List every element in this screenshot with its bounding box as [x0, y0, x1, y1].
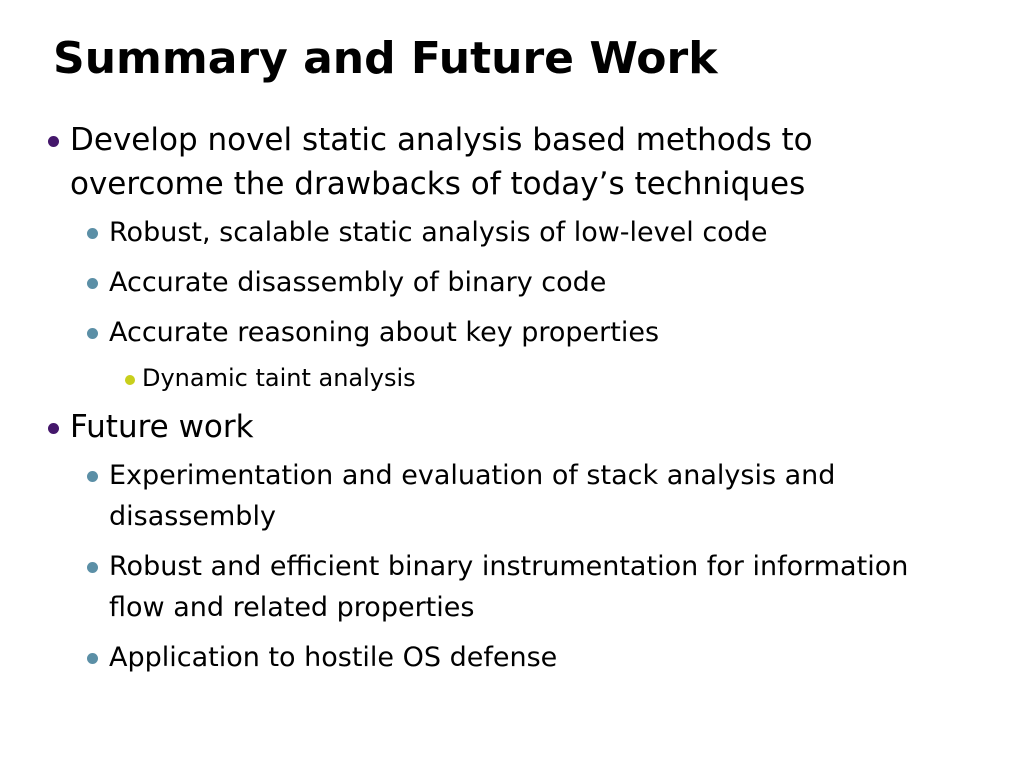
bullet-dot-icon	[48, 136, 59, 147]
sub-bullet-text: Robust, scalable static analysis of low-level code	[109, 217, 768, 248]
bullet-item	[40, 405, 970, 449]
sub-bullet-dot-icon	[87, 562, 98, 573]
sub-bullet-item	[40, 312, 970, 353]
sub-bullet-text: Robust and efficient binary instrumentation for information flow and related properties	[109, 551, 909, 623]
sub-bullet-item	[40, 212, 970, 253]
bullet-text: Future work	[70, 409, 254, 445]
sub-bullet-item	[40, 262, 970, 303]
bullet-text: Develop novel static analysis based methods to overcome the drawbacks of today’s techniques	[70, 122, 813, 202]
sub-bullet-text: Accurate disassembly of binary code	[109, 267, 607, 298]
bullet-dot-icon	[48, 423, 59, 434]
sub-bullet-text: Experimentation and evaluation of stack analysis and disassembly	[109, 460, 836, 532]
sub-sub-bullet-dot-icon	[125, 375, 135, 385]
sub-bullet-item	[40, 637, 970, 678]
sub-bullet-dot-icon	[87, 328, 98, 339]
sub-bullet-item	[40, 546, 970, 628]
sub-sub-bullet-text: Dynamic taint analysis	[142, 364, 416, 392]
sub-bullet-dot-icon	[87, 471, 98, 482]
sub-sub-bullet-item	[40, 362, 970, 395]
sub-bullet-text: Accurate reasoning about key properties	[109, 317, 660, 348]
sub-bullet-dot-icon	[87, 653, 98, 664]
sub-bullet-dot-icon	[87, 278, 98, 289]
sub-bullet-item	[40, 455, 970, 537]
slide-title: Summary and Future Work	[53, 33, 718, 84]
bullet-item	[40, 118, 970, 206]
sub-bullet-dot-icon	[87, 228, 98, 239]
sub-bullet-text: Application to hostile OS defense	[109, 642, 558, 673]
slide-content	[40, 118, 970, 687]
